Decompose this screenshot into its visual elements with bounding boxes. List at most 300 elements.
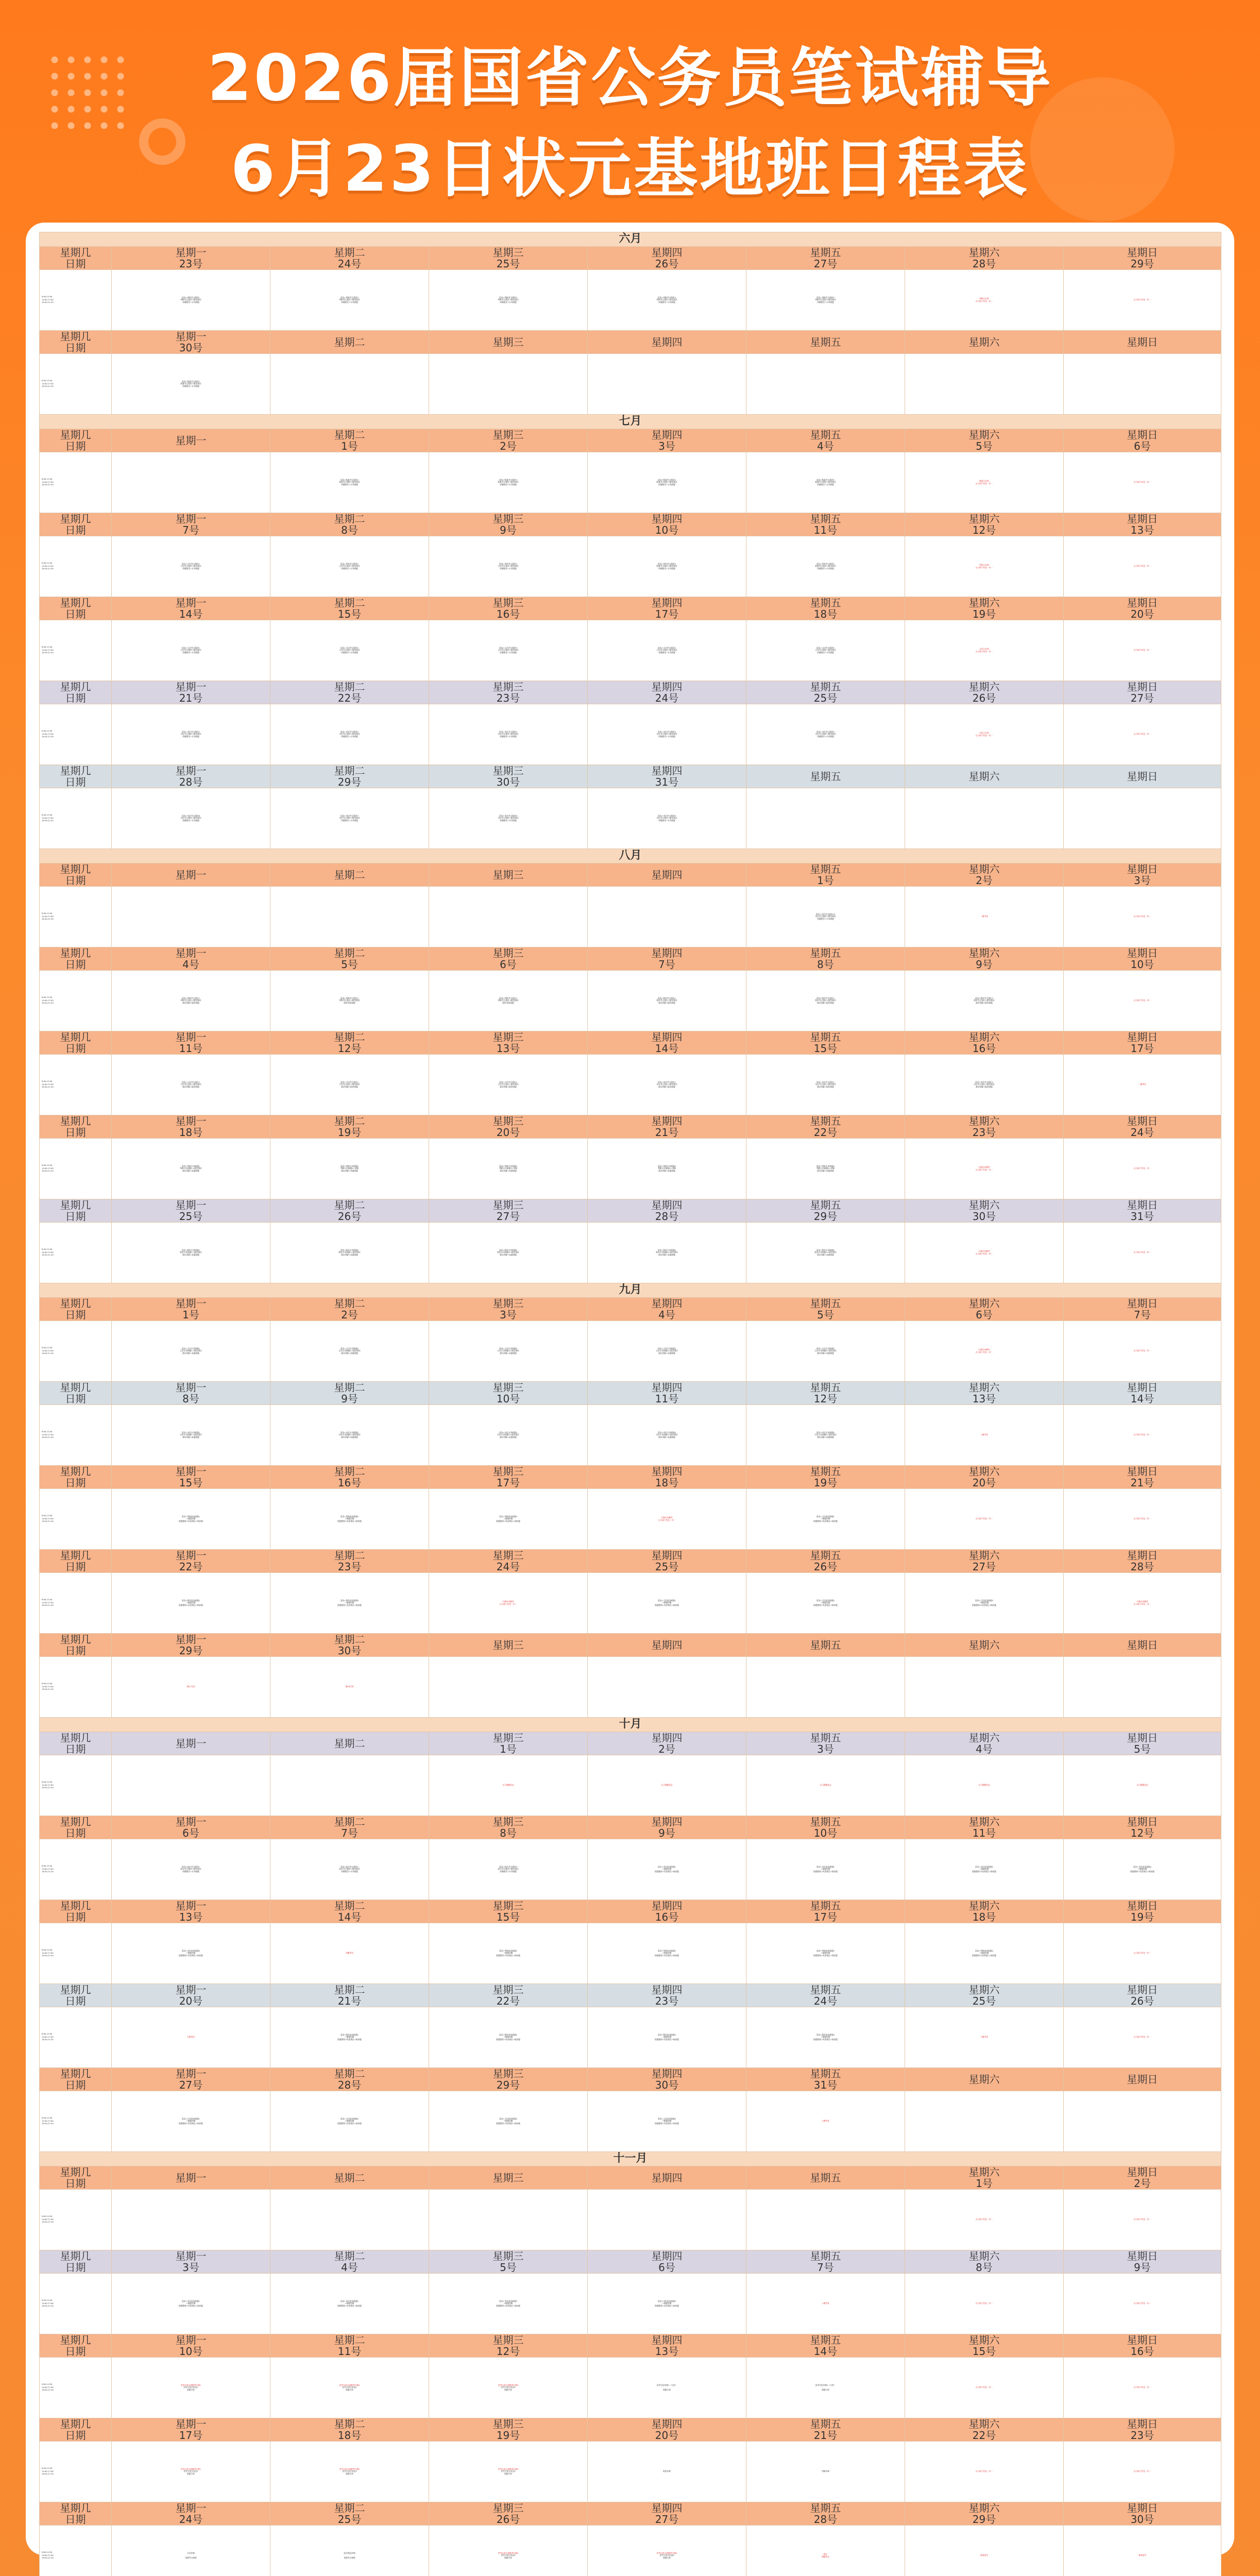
schedule-cell (270, 2091, 429, 2152)
schedule-cell (905, 2007, 1064, 2068)
time-slot: 18:30-21:30 (42, 1002, 54, 1005)
day-date: 15号 (337, 608, 362, 620)
day-date: 7号 (658, 958, 675, 971)
weekday-name: 星期三 (492, 1297, 524, 1310)
weekday-name: 星期一 (175, 2250, 207, 2262)
schedule-line: 判断考点精讲+随堂测试 (656, 299, 677, 301)
schedule-cell (112, 1839, 270, 1900)
week-header-row (40, 429, 1221, 452)
day-header (588, 513, 746, 536)
schedule-line: 自习或个性化一对一 (1133, 481, 1151, 484)
schedule-cell (746, 1223, 905, 1283)
weekday-name: 星期五 (810, 1984, 841, 1996)
schedule-line: 讲解随堂+专项刷题 (500, 651, 517, 654)
day-header (270, 2068, 429, 2091)
day-date: 17号 (1130, 1042, 1154, 1055)
day-date: 27号 (1130, 692, 1154, 704)
weekday-name: 星期六 (968, 1984, 1000, 1996)
day-date: 5号 (500, 2261, 517, 2274)
schedule-line: 判断冲刺 (822, 2470, 829, 2473)
schedule-cell (905, 1839, 1064, 1900)
schedule-cell (905, 1405, 1064, 1466)
day-header (1064, 681, 1221, 704)
schedule-line: 数资专项刷题4+随堂测试 (656, 1251, 678, 1254)
day-date: 2号 (500, 440, 517, 452)
day-date: 20号 (1130, 608, 1154, 620)
day-header (270, 1382, 429, 1405)
day-header (905, 947, 1064, 971)
schedule-line: 晨读+判断专项刷题2 (340, 1165, 359, 1168)
schedule-cell (429, 971, 588, 1031)
schedule-cell (1064, 2274, 1221, 2334)
schedule-line: 政治考点精讲+随堂测试 (180, 1868, 201, 1871)
schedule-cell (270, 2526, 429, 2576)
schedule-line: 二模考试 (1138, 1083, 1146, 1086)
schedule-line (113, 481, 269, 483)
schedule-line: 数资专项刷题2+随堂测试 (338, 1251, 361, 1254)
weekday-name: 星期六 (968, 429, 1000, 441)
schedule-line: 晨读+言语考点精讲4 (657, 647, 676, 650)
schedule-cell (746, 971, 905, 1031)
weekday-name: 星期日 (1127, 1297, 1158, 1310)
month-label: 十一月 (40, 2152, 1221, 2166)
schedule-line: 限时训练刷题 (502, 1002, 514, 1004)
weekday-name: 星期一 (175, 1633, 207, 1646)
weekday-date-label (40, 247, 112, 270)
time-slot: 18:30-21:30 (42, 2389, 54, 2392)
schedule-line: 言语专项刷题3+随堂测试 (497, 1350, 519, 1352)
schedule-cell (429, 270, 588, 331)
day-date: 26号 (337, 1210, 362, 1223)
weekday-label: 星期几 (60, 2166, 91, 2178)
weekday-name: 星期一 (175, 1549, 207, 1562)
day-date: 13号 (496, 1042, 520, 1055)
day-header (112, 1382, 270, 1405)
schedule-line: 晨读+判断考点精讲4 (657, 297, 676, 299)
day-date: 8号 (500, 1827, 517, 1839)
schedule-line (906, 1686, 1062, 1688)
schedule-line: 错题整理+巩固理论+刷真题 (813, 2038, 838, 2041)
day-date: 13号 (655, 2345, 679, 2358)
day-date: 1号 (976, 2177, 993, 2190)
weekday-name: 星期二 (334, 2172, 365, 2184)
weekday-name: 星期四 (651, 2502, 683, 2514)
day-header (112, 1298, 270, 1321)
time-slots (40, 1755, 112, 1816)
month-row (40, 232, 1221, 247)
day-header (429, 1550, 588, 1573)
time-slot: 18:30-21:30 (42, 2305, 54, 2308)
day-header (429, 1199, 588, 1223)
day-header (429, 2418, 588, 2442)
day-header (746, 1732, 905, 1755)
weekday-name: 星期二 (334, 1549, 365, 1562)
weekday-date-label (40, 1466, 112, 1489)
schedule-line: 晨读+资料考点精讲2 (340, 563, 359, 566)
day-header (746, 1984, 905, 2007)
weekday-label: 星期几 (60, 1115, 91, 1127)
schedule-line: 错题分析 (346, 2388, 353, 2391)
schedule-line: 晨读+申论套卷刷题1 (181, 2300, 200, 2303)
weekday-name: 星期日 (1127, 336, 1158, 348)
day-header (588, 1550, 746, 1573)
schedule-cell (588, 1139, 746, 1199)
day-header (112, 2334, 270, 2358)
day-date: 27号 (972, 1561, 996, 1573)
schedule-line: 自习或个性化一对一 (1133, 2036, 1151, 2039)
day-date: 11号 (337, 2345, 362, 2358)
weekday-name: 星期四 (651, 1984, 683, 1996)
schedule-line: 晨读+申论套卷刷题2 (816, 1866, 835, 1869)
schedule-line: 言语考点精讲+随堂测试 (498, 565, 519, 568)
schedule-line: 晨读+数资专项刷题5 (816, 1249, 835, 1252)
schedule-line: 省考分类全真模考行测1 (180, 2468, 201, 2471)
week-schedule-row (40, 1405, 1221, 1466)
schedule-line: 国考申论冲刺2（分类） (815, 2384, 836, 2387)
schedule-line (906, 2120, 1062, 2122)
schedule-line: 晨读+申论考点精讲7 (340, 815, 359, 818)
week-header-row (40, 1900, 1221, 1923)
schedule-line: +刷题讲解 (1137, 1868, 1147, 1871)
schedule-line: 自习或个性化一对一 (975, 566, 993, 569)
weekday-name: 星期一 (175, 1465, 207, 1478)
schedule-line: 八模考试 (822, 2302, 829, 2305)
day-date: 2号 (341, 1309, 358, 1321)
schedule-line: 申论小灶课 (979, 732, 989, 735)
schedule-cell (588, 1405, 746, 1466)
day-date: 7号 (817, 2261, 834, 2274)
day-date: 17号 (813, 1911, 838, 1923)
schedule-cell (746, 1489, 905, 1550)
day-date: 25号 (813, 692, 838, 704)
time-slots (40, 1657, 112, 1718)
schedule-line: 晨读+数资套卷刷题2 (499, 2034, 518, 2037)
day-header (905, 2250, 1064, 2274)
weekday-name: 星期三 (492, 1031, 524, 1043)
schedule-line (113, 916, 269, 918)
schedule-line: 晨读+判断套卷刷题1 (499, 1950, 518, 1953)
day-header (429, 1732, 588, 1755)
schedule-line: 测试讲解+真题刷题 (658, 1352, 675, 1354)
schedule-cell (429, 2358, 588, 2418)
weekday-name: 星期三 (492, 681, 524, 693)
month-label: 七月 (40, 415, 1221, 429)
schedule-cell (746, 1321, 905, 1382)
day-header (1064, 429, 1221, 452)
schedule-line: 判断考点精讲+随堂测试 (180, 299, 201, 301)
day-header (112, 2502, 270, 2526)
schedule-line: 晨读+申论专项刷题3 (499, 1432, 518, 1434)
time-slots (40, 2274, 112, 2334)
schedule-line: 踩点 (823, 2553, 828, 2556)
schedule-line: 申论考点强化+随堂测试 (656, 1083, 677, 1086)
schedule-table (39, 232, 1221, 2576)
schedule-line: 晨读+言语套卷刷题3 (499, 2118, 518, 2121)
day-header (429, 1984, 588, 2007)
day-header (905, 1550, 1064, 1573)
time-slot: 14:00-17:00 (42, 1685, 54, 1688)
time-slot: 14:00-17:00 (42, 565, 54, 567)
schedule-cell (429, 704, 588, 765)
schedule-line: 言语考点精讲+随堂测试 (815, 649, 836, 652)
schedule-line: 晨读+数资套卷刷题3 (657, 2034, 676, 2037)
day-header (746, 947, 905, 971)
schedule-cell (746, 2442, 905, 2502)
schedule-line (430, 1686, 586, 1688)
day-header (270, 1298, 429, 1321)
day-date: 10号 (496, 1393, 520, 1405)
schedule-line (271, 383, 428, 385)
schedule-line: 晨读+申论考点强化3 (975, 1081, 994, 1084)
schedule-cell (588, 2007, 746, 2068)
weekday-name: 星期三 (492, 765, 524, 777)
time-slot: 18:30-21:30 (42, 2221, 54, 2224)
weekday-name: 星期五 (810, 2334, 841, 2346)
schedule-line: 错题分析 (187, 2472, 195, 2475)
schedule-line: +刷题讲解 (186, 2120, 196, 2123)
weekday-name: 星期日 (1127, 1549, 1158, 1562)
schedule-line: 数量考点精讲+随堂测试 (339, 481, 360, 484)
day-header (270, 1115, 429, 1139)
weekday-name: 星期二 (334, 1465, 365, 1478)
day-header (905, 1984, 1064, 2007)
weekday-name: 星期日 (1127, 2073, 1158, 2086)
schedule-line: 判断考点强化+随堂测试 (339, 999, 360, 1002)
schedule-cell (746, 1755, 905, 1816)
day-date: 27号 (813, 258, 838, 270)
month-label: 八月 (40, 849, 1221, 863)
day-date: 13号 (179, 1911, 203, 1923)
schedule-cell (588, 452, 746, 513)
schedule-line: 申论专项刷题3+随堂测试 (497, 1434, 519, 1436)
day-header (270, 2166, 429, 2190)
week-schedule-row (40, 1755, 1221, 1816)
schedule-cell (588, 1223, 746, 1283)
week-header-row (40, 1382, 1221, 1405)
schedule-line: 数资考点强化+随堂测试 (974, 999, 995, 1002)
time-slot: 8:00-12:00 (42, 295, 53, 298)
weekday-name: 星期三 (492, 1732, 524, 1744)
schedule-line: 数资考点强化+随堂测试 (656, 999, 677, 1002)
weekday-name: 星期日 (1127, 1381, 1158, 1394)
schedule-line: 数量考点精讲+随堂测试 (815, 481, 836, 484)
day-header (112, 1984, 270, 2007)
schedule-line: 自习或个性化一对一 (975, 2218, 993, 2221)
schedule-cell (1064, 452, 1221, 513)
day-header (746, 2334, 905, 2358)
day-header (429, 247, 588, 270)
day-header (112, 1115, 270, 1139)
day-date: 15号 (972, 2345, 996, 2358)
schedule-cell (588, 1839, 746, 1900)
day-date: 3号 (1134, 874, 1151, 887)
day-date: 16号 (337, 1477, 362, 1489)
day-header (429, 681, 588, 704)
weekday-name: 星期四 (651, 1732, 683, 1744)
day-header (588, 1031, 746, 1055)
day-date: 14号 (179, 608, 203, 620)
schedule-line: 测试讲解+限时刷题 (182, 1002, 199, 1004)
schedule-line: 申论考点精讲+随堂测试 (815, 916, 836, 918)
schedule-line: 一模考试 (980, 916, 988, 918)
weekday-name: 星期一 (175, 2334, 207, 2346)
schedule-cell (905, 1055, 1064, 1115)
schedule-line: +刷题讲解 (821, 2036, 830, 2039)
weekday-date-label (40, 1634, 112, 1657)
day-header (270, 2502, 429, 2526)
day-date: 10号 (813, 1827, 838, 1839)
time-slot: 14:00-17:00 (42, 2120, 54, 2122)
time-slot: 8:00-12:00 (42, 1865, 53, 1867)
day-header (905, 513, 1064, 536)
weekday-label: 星期几 (60, 1984, 91, 1996)
schedule-line: 晨读+数资套卷刷题4 (816, 2034, 835, 2037)
schedule-cell (746, 2358, 905, 2418)
weekday-date-label (40, 1199, 112, 1223)
schedule-cell (746, 887, 905, 947)
schedule-line: 省考分类全真论5 (501, 2554, 516, 2557)
schedule-cell (429, 887, 588, 947)
day-date: 9号 (1134, 2261, 1151, 2274)
day-header (270, 681, 429, 704)
date-label: 日期 (65, 1911, 86, 1923)
schedule-cell (429, 620, 588, 681)
weekday-name: 星期三 (492, 1549, 524, 1562)
schedule-cell (1064, 1489, 1221, 1550)
day-header (905, 331, 1064, 354)
schedule-cell (270, 2274, 429, 2334)
schedule-line: 国考分类全真模考行测1 (180, 2384, 201, 2387)
day-date: 28号 (813, 2513, 838, 2526)
schedule-line: 测试讲解+真题刷题 (182, 1253, 199, 1256)
schedule-line: 错题整理+巩固理论+刷真题 (813, 1870, 838, 1873)
weekday-name: 星期六 (968, 2334, 1000, 2346)
weekday-name: 星期五 (810, 2502, 841, 2514)
schedule-cell (1064, 1055, 1221, 1115)
week-header-row (40, 2250, 1221, 2274)
weekday-name: 星期三 (492, 2067, 524, 2080)
schedule-line (747, 2218, 904, 2221)
schedule-line: +刷题讲解 (345, 1602, 354, 1604)
weekday-name: 星期二 (334, 336, 365, 348)
schedule-line: 判断专项刷题5+讲解 (816, 1167, 835, 1170)
schedule-line: 晨读+言语专项刷题4 (657, 1348, 676, 1350)
schedule-cell (1064, 1755, 1221, 1816)
day-date: 23号 (337, 1561, 362, 1573)
day-header (112, 331, 270, 354)
weekday-name: 星期六 (968, 947, 1000, 959)
schedule-cell (112, 704, 270, 765)
day-date: 12号 (496, 2345, 520, 2358)
schedule-line: +刷题讲解 (503, 1952, 513, 1955)
schedule-line: 晨读+判断套卷刷题3 (499, 1516, 518, 1518)
weekday-label: 星期几 (60, 1381, 91, 1394)
weekday-label: 星期几 (60, 765, 91, 777)
day-header (588, 1634, 746, 1657)
day-date: 30号 (179, 342, 203, 354)
day-header (1064, 765, 1221, 788)
weekday-name: 星期三 (492, 2172, 524, 2184)
schedule-line: 错题整理+巩固理论+刷真题 (813, 1604, 838, 1606)
day-date: 23号 (496, 692, 520, 704)
schedule-line: 晨读+申论考点强化2 (816, 1081, 835, 1084)
schedule-line: 测试讲解+真题刷题 (658, 1436, 675, 1438)
schedule-cell (905, 2358, 1064, 2418)
week-schedule-row (40, 704, 1221, 765)
time-slot: 14:00-17:00 (42, 1952, 54, 1954)
schedule-cell (905, 2442, 1064, 2502)
schedule-line: 晨读+数资专项刷题4 (657, 1249, 676, 1252)
schedule-cell (1064, 536, 1221, 597)
schedule-cell (270, 1573, 429, 1634)
time-slot: 18:30-21:30 (42, 2123, 54, 2125)
time-slot: 8:00-12:00 (42, 2032, 53, 2035)
schedule-line: 晨读+判断考点强化3 (499, 997, 518, 1000)
weekday-name: 星期二 (334, 246, 365, 259)
schedule-line: 晨读+数资套卷刷题1 (340, 2034, 359, 2037)
weekday-label: 星期几 (60, 1199, 91, 1211)
day-header (746, 2166, 905, 2190)
schedule-line: 错题整理+巩固理论+刷真题 (972, 1954, 996, 1957)
week-header-row (40, 1732, 1221, 1755)
day-date: 26号 (1130, 1995, 1154, 2007)
day-header (429, 597, 588, 620)
schedule-line: 晨读+言语专项刷题1 (181, 1348, 200, 1350)
schedule-line: 申论考点精讲+随堂测试 (339, 733, 360, 736)
schedule-line: 言语考点精讲+随堂测试 (339, 649, 360, 652)
weekday-name: 星期五 (810, 246, 841, 259)
day-date: 22号 (179, 1561, 203, 1573)
day-date: 1号 (817, 874, 834, 887)
date-label: 日期 (65, 1309, 86, 1321)
schedule-cell (588, 270, 746, 331)
schedule-line (271, 2218, 428, 2221)
day-header (112, 947, 270, 971)
day-header (1064, 1550, 1221, 1573)
schedule-cell (112, 887, 270, 947)
day-header (588, 1466, 746, 1489)
day-date: 16号 (496, 608, 520, 620)
schedule-line: 错题整理+巩固理论+刷真题 (179, 2304, 203, 2307)
day-header (746, 2418, 905, 2442)
date-label: 日期 (65, 1042, 86, 1055)
schedule-line: 测试讲解+真题刷题 (500, 1170, 517, 1172)
weekday-name: 星期日 (1127, 681, 1158, 693)
day-header (1064, 2418, 1221, 2442)
day-header (270, 2334, 429, 2358)
day-header (588, 1732, 746, 1755)
weekday-name: 星期四 (651, 336, 683, 348)
day-date: 30号 (1130, 2513, 1154, 2526)
day-date: 31号 (1130, 1210, 1154, 1223)
schedule-line: 测试讲解+限时刷题 (976, 1086, 993, 1088)
weekday-name: 星期三 (492, 1465, 524, 1478)
weekday-name: 星期日 (1127, 1639, 1158, 1651)
schedule-line: 申论考点强化+随堂测试 (974, 1083, 995, 1086)
time-slot: 14:00-17:00 (42, 2036, 54, 2038)
day-date: 26号 (655, 258, 679, 270)
day-header (270, 1634, 429, 1657)
schedule-line: 判断考点精讲+随堂测试 (815, 299, 836, 301)
time-slot: 8:00-12:00 (42, 1080, 53, 1082)
schedule-cell (746, 788, 905, 849)
weekday-name: 星期三 (492, 1984, 524, 1996)
schedule-panel (26, 223, 1234, 2560)
schedule-line: 自习或个性化一对一 (1133, 565, 1151, 568)
time-slot: 18:30-21:30 (42, 385, 54, 388)
week-schedule-row (40, 2091, 1221, 2152)
time-slot: 18:30-21:30 (42, 1955, 54, 1957)
